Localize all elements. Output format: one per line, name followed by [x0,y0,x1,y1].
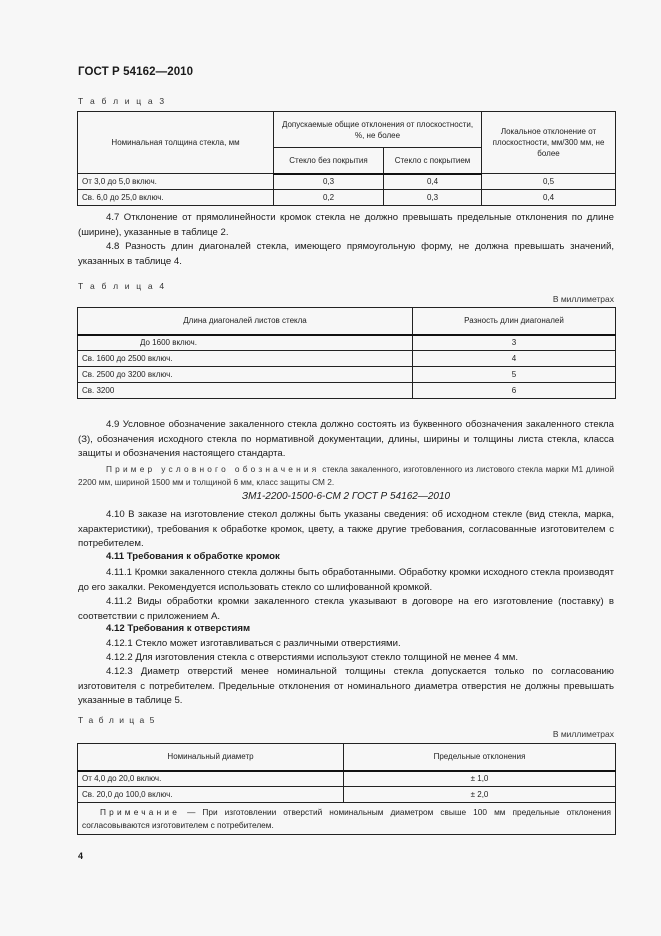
table-row [78,174,616,190]
cell: 0,5 [482,174,616,190]
cell: 0,4 [384,174,482,190]
cell: Св. 20,0 до 100,0 включ. [78,787,344,803]
table5-col-deviation: Предельные отклонения [344,744,616,771]
cell: Св. 1600 до 2500 включ. [78,351,413,367]
table5-note: Примечание — При изготовлении отверстий номинальным диаметром свыше 100 мм предельные отклонения согласовываются изготовителем с потребителем. [78,803,616,835]
paragraph-4-11-1: 4.11.1 Кромки закаленного стекла должны быть обработанными. Обработку кромки исходного стекла производят до его закалки. Рекомендуется использовать стекло со шлифованной кромкой. [78,567,614,593]
table-note-row [78,803,616,835]
cell: Св. 2500 до 3200 включ. [78,367,413,383]
table3-col-with-coating: Стекло с покрытием [384,148,482,174]
cell: 0,2 [274,190,384,206]
cell: ± 1,0 [344,771,616,787]
table3-col-local-deviation: Локальное отклонение от плоскостности, мм/300 мм, не более [482,112,616,174]
cell: 0,4 [482,190,616,206]
cell: До 1600 включ. [78,335,413,351]
paragraph-4-12-2: 4.12.2 Для изготовления стекла с отверстиями используют стекло толщиной не менее 4 мм. [106,652,519,663]
table4-col-diff: Разность длин диагоналей [413,308,616,335]
table-row [78,367,616,383]
table-3 [77,111,616,206]
paragraph-4-9: 4.9 Условное обозначение закаленного стекла должно состоять из буквенного обозначения закаленного стекла (З), обозначения исходного стекла по нормативной документации, длины, ширины и толщины листа стекла, класса защиты и обозначения настоящего стандарта. [78,419,614,459]
table-row [78,771,616,787]
table-row [78,351,616,367]
table-4 [77,307,616,399]
page-number: 4 [78,851,84,861]
paragraph-4-11-2: 4.11.2 Виды обработки кромки закаленного стекла указывают в договоре на его изготовление (поставку) в соответствии с приложением А. [78,596,614,622]
cell: ± 2,0 [344,787,616,803]
table-5 [77,743,616,835]
cell: 0,3 [274,174,384,190]
cell: 3 [413,335,616,351]
cell: Св. 3200 [78,383,413,399]
table5-col-diameter: Номинальный диаметр [78,744,344,771]
paragraph-4-8: 4.8 Разность длин диагоналей стекла, имеющего прямоугольную форму, не должна превышать значений, указанных в таблице 4. [78,241,614,267]
table3-col-general-deviation: Допускаемые общие отклонения от плоскостности, %, не более [274,112,482,148]
cell: Св. 6,0 до 25,0 включ. [78,190,274,206]
table3-col-no-coating: Стекло без покрытия [274,148,384,174]
table4-caption: Т а б л и ц а 4 [78,281,167,291]
paragraph-4-7: 4.7 Отклонение от прямолинейности кромок стекла не должно превышать предельные отклонения по длине (ширине), указанные в таблице 2. [78,212,614,238]
table5-units: В миллиметрах [552,729,614,739]
table5-caption: Т а б л и ц а 5 [78,715,156,725]
cell: От 3,0 до 5,0 включ. [78,174,274,190]
heading-4-11: 4.11 Требования к обработке кромок [106,551,280,562]
cell: 5 [413,367,616,383]
example-label: Пример условного обозначения [106,464,320,474]
cell: 6 [413,383,616,399]
cell: От 4,0 до 20,0 включ. [78,771,344,787]
example-designation: ЗМ1-2200-1500-6-СМ 2 ГОСТ Р 54162—2010 [241,491,451,502]
cell: 4 [413,351,616,367]
paragraph-4-12-1: 4.12.1 Стекло может изготавливаться с различными отверстиями. [106,638,401,649]
paragraph-4-10: 4.10 В заказе на изготовление стекол должны быть указаны сведения: об исходном стекле (вид стекла, марка, характеристики), требования к обработке кромок, цвету, а также другие требования, согласованные изготовителем с потребителем. [78,509,614,549]
table4-col-length: Длина диагоналей листов стекла [78,308,413,335]
example-paragraph: Пример условного обозначения стекла закаленного, изготовленного из листового стекла марки М1 длиной 2200 мм, шириной 1500 мм и толщиной 6 мм, класс защиты СМ 2. [78,464,614,487]
table-row [78,335,616,351]
heading-4-12: 4.12 Требования к отверстиям [106,623,251,634]
cell: 0,3 [384,190,482,206]
paragraph-4-12-3: 4.12.3 Диаметр отверстий менее номинальной толщины стекла допускается только по согласованию изготовителя с потребителем. Предельные отклонения от номинального диаметра отверстия не должны превышать указанные в таблице 5. [78,666,614,706]
table-row [78,190,616,206]
document-header: ГОСТ Р 54162—2010 [78,66,194,78]
table3-caption: Т а б л и ц а 3 [78,96,167,106]
table4-units: В миллиметрах [552,294,614,304]
table-row [78,383,616,399]
note-label: Примечание [100,806,181,817]
table3-col-thickness: Номинальная толщина стекла, мм [78,112,274,174]
table-row [78,787,616,803]
